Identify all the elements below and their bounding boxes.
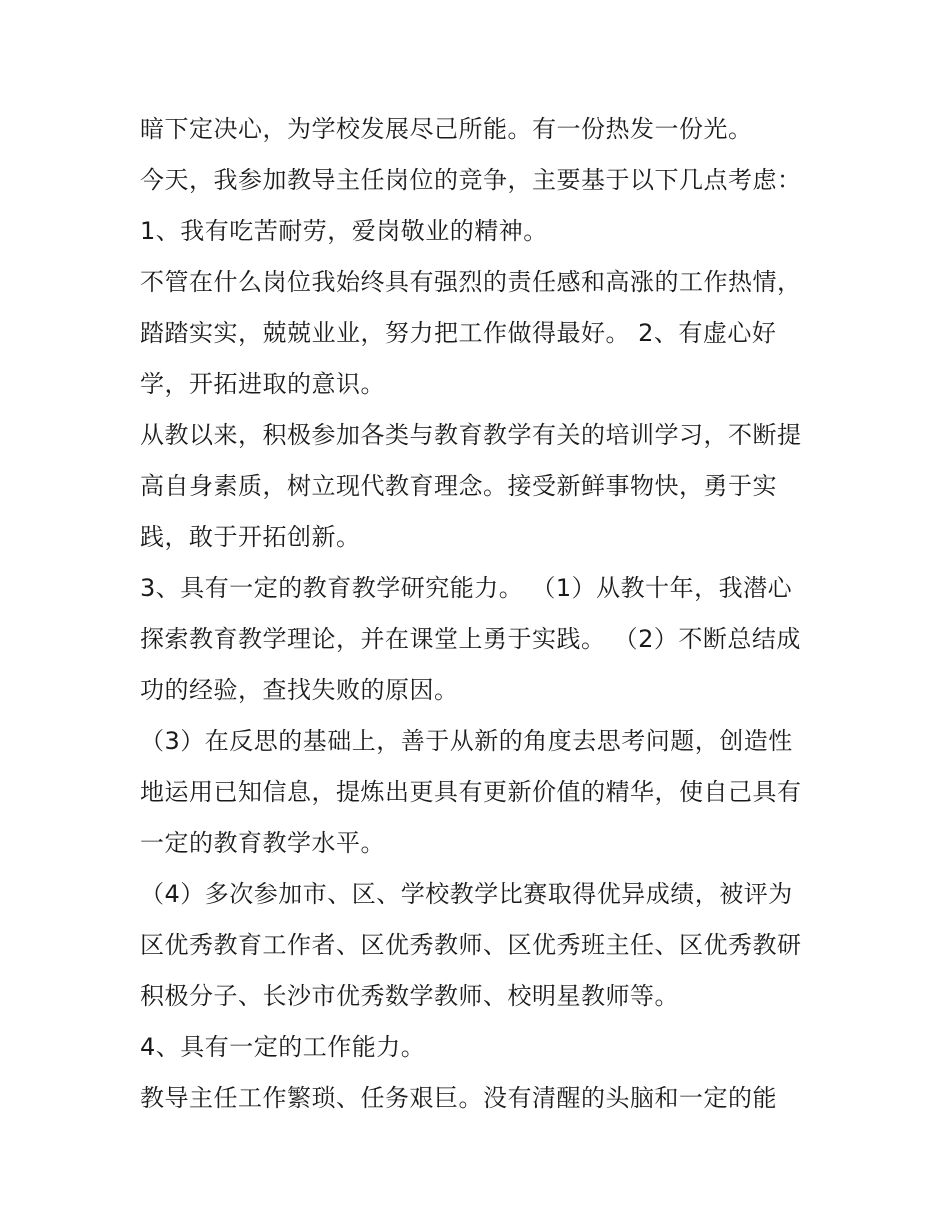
text-line: 教导主任工作繁琐、任务艰巨。没有清醒的头脑和一定的能 xyxy=(140,1084,777,1112)
text-line: 功的经验，查找失败的原因。 xyxy=(140,676,459,704)
text-line: 践，敢于开拓创新。 xyxy=(140,523,361,551)
text-line: 一定的教育教学水平。 xyxy=(140,829,385,857)
text-line: 地运用已知信息，提炼出更具有更新价值的精华，使自己具有 xyxy=(140,778,802,806)
text-line: 积极分子、长沙市优秀数学教师、校明星教师等。 xyxy=(140,982,679,1010)
text-line: 4、具有一定的工作能力。 xyxy=(140,1033,426,1061)
text-line: 今天，我参加教导主任岗位的竞争，主要基于以下几点考虑： xyxy=(140,166,802,194)
text-line: （3）在反思的基础上，善于从新的角度去思考问题，创造性 xyxy=(140,727,793,755)
text-line: 不管在什么岗位我始终具有强烈的责任感和高涨的工作热情， xyxy=(140,268,802,296)
text-line: 3、具有一定的教育教学研究能力。 （1）从教十年，我潜心 xyxy=(140,574,793,602)
text-line: 区优秀教育工作者、区优秀教师、区优秀班主任、区优秀教研 xyxy=(140,931,802,959)
text-line: 暗下定决心，为学校发展尽己所能。有一份热发一份光。 xyxy=(140,115,753,143)
text-line: 高自身素质，树立现代教育理念。接受新鲜事物快，勇于实 xyxy=(140,472,777,500)
text-line: 从教以来，积极参加各类与教育教学有关的培训学习，不断提 xyxy=(140,421,802,449)
text-line: 1、我有吃苦耐劳，爱岗敬业的精神。 xyxy=(140,217,548,245)
text-line: （4）多次参加市、区、学校教学比赛取得优异成绩，被评为 xyxy=(140,880,793,908)
text-line: 探索教育教学理论，并在课堂上勇于实践。 （2）不断总结成 xyxy=(140,625,801,653)
text-line: 踏踏实实，兢兢业业，努力把工作做得最好。 2、有虚心好 xyxy=(140,319,777,347)
text-line: 学，开拓进取的意识。 xyxy=(140,370,385,398)
